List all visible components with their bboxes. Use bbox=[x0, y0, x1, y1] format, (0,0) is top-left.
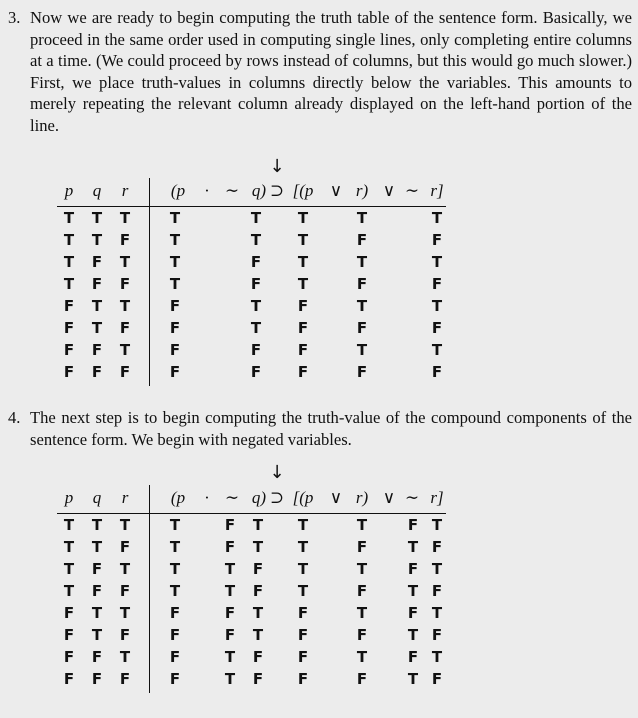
truth-value-cell: F bbox=[297, 297, 309, 315]
truth-value-cell: T bbox=[119, 341, 131, 359]
header-wedge-1: ∨ bbox=[329, 488, 343, 507]
truth-value-cell: T bbox=[407, 670, 419, 688]
truth-value-cell: T bbox=[297, 516, 309, 534]
header-q: q bbox=[92, 181, 102, 200]
truth-value-cell: F bbox=[356, 231, 368, 249]
truth-value-cell: T bbox=[297, 209, 309, 227]
truth-value-cell: F bbox=[224, 604, 236, 622]
truth-value-cell: F bbox=[119, 538, 131, 556]
truth-value-cell: T bbox=[119, 648, 131, 666]
truth-value-cell: F bbox=[297, 670, 309, 688]
truth-value-cell: F bbox=[431, 582, 443, 600]
truth-value-cell: T bbox=[63, 209, 75, 227]
truth-value-cell: T bbox=[356, 604, 368, 622]
truth-value-cell: T bbox=[431, 341, 443, 359]
truth-value-cell: T bbox=[431, 297, 443, 315]
truth-value-cell: F bbox=[63, 297, 75, 315]
truth-value-cell: T bbox=[297, 582, 309, 600]
truth-value-cell: F bbox=[356, 319, 368, 337]
header-negation-2: ∼ bbox=[404, 488, 420, 507]
header-open-p: (p bbox=[170, 488, 186, 507]
truth-value-cell: T bbox=[224, 648, 236, 666]
header-wedge-2: ∨ bbox=[382, 488, 396, 507]
header-open-bracket-p: [(p bbox=[292, 181, 314, 200]
header-open-bracket-p: [(p bbox=[292, 488, 314, 507]
truth-value-cell: T bbox=[91, 297, 103, 315]
truth-value-cell: F bbox=[407, 516, 419, 534]
truth-value-cell: T bbox=[297, 231, 309, 249]
truth-value-cell: F bbox=[297, 319, 309, 337]
step-number: 4. bbox=[8, 408, 21, 427]
truth-value-cell: T bbox=[63, 538, 75, 556]
truth-value-cell: T bbox=[224, 582, 236, 600]
truth-value-cell: T bbox=[356, 560, 368, 578]
truth-value-cell: F bbox=[169, 341, 181, 359]
truth-value-cell: F bbox=[169, 626, 181, 644]
truth-value-cell: T bbox=[119, 209, 131, 227]
step-3-paragraph bbox=[8, 7, 632, 137]
truth-value-cell: F bbox=[119, 582, 131, 600]
header-r: r bbox=[121, 181, 129, 200]
truth-value-cell: T bbox=[224, 560, 236, 578]
truth-value-cell: F bbox=[297, 341, 309, 359]
truth-value-cell: F bbox=[356, 363, 368, 381]
truth-value-cell: T bbox=[119, 560, 131, 578]
truth-value-cell: T bbox=[250, 231, 262, 249]
truth-value-cell: F bbox=[119, 231, 131, 249]
truth-value-cell: F bbox=[119, 670, 131, 688]
truth-value-cell: T bbox=[63, 582, 75, 600]
step-number: 3. bbox=[8, 8, 21, 27]
truth-value-cell: T bbox=[119, 604, 131, 622]
truth-value-cell: F bbox=[250, 363, 262, 381]
truth-value-cell: T bbox=[169, 253, 181, 271]
truth-value-cell: T bbox=[252, 604, 264, 622]
truth-value-cell: T bbox=[63, 231, 75, 249]
truth-value-cell: F bbox=[63, 626, 75, 644]
truth-value-cell: T bbox=[169, 538, 181, 556]
truth-value-cell: T bbox=[63, 560, 75, 578]
header-r: r bbox=[121, 488, 129, 507]
truth-value-cell: F bbox=[252, 582, 264, 600]
step-text: Now we are ready to begin computing the truth table of the sentence form. Basically, we proceed in the same order used in computing single lines, only completing entire columns at a time. (We could proceed by rows instead of columns, but this would go much slower.) First, we place truth-values in columns directly below the variables. This amounts to merely repeating the relevant column already displayed on the left-hand portion of the line. bbox=[30, 8, 632, 135]
header-wedge-1: ∨ bbox=[329, 181, 343, 200]
truth-value-cell: T bbox=[407, 626, 419, 644]
truth-value-cell: T bbox=[356, 341, 368, 359]
truth-value-cell: F bbox=[297, 648, 309, 666]
truth-value-cell: F bbox=[431, 319, 443, 337]
truth-value-cell: T bbox=[169, 231, 181, 249]
truth-value-cell: F bbox=[250, 275, 262, 293]
truth-value-cell: T bbox=[356, 516, 368, 534]
truth-value-cell: T bbox=[169, 516, 181, 534]
header-p: p bbox=[64, 181, 74, 200]
header-r-close: r) bbox=[355, 181, 369, 200]
header-q: q bbox=[92, 488, 102, 507]
truth-value-cell: F bbox=[431, 231, 443, 249]
truth-value-cell: T bbox=[356, 297, 368, 315]
truth-value-cell: T bbox=[407, 582, 419, 600]
header-r-bracket: r] bbox=[430, 181, 444, 200]
truth-value-cell: F bbox=[356, 626, 368, 644]
truth-value-cell: F bbox=[250, 341, 262, 359]
truth-value-cell: F bbox=[407, 560, 419, 578]
truth-value-cell: F bbox=[169, 319, 181, 337]
truth-value-cell: F bbox=[91, 275, 103, 293]
header-r-close: r) bbox=[355, 488, 369, 507]
truth-value-cell: F bbox=[169, 363, 181, 381]
header-q-close: q) bbox=[251, 181, 267, 200]
truth-value-cell: F bbox=[91, 363, 103, 381]
truth-value-cell: F bbox=[224, 538, 236, 556]
truth-value-cell: F bbox=[356, 275, 368, 293]
header-wedge-2: ∨ bbox=[382, 181, 396, 200]
truth-value-cell: T bbox=[91, 538, 103, 556]
truth-value-cell: F bbox=[431, 275, 443, 293]
truth-value-cell: T bbox=[252, 538, 264, 556]
column-divider bbox=[149, 178, 150, 386]
column-divider bbox=[149, 485, 150, 693]
truth-value-cell: F bbox=[91, 253, 103, 271]
truth-value-cell: F bbox=[169, 670, 181, 688]
truth-value-cell: F bbox=[431, 538, 443, 556]
truth-value-cell: T bbox=[91, 626, 103, 644]
truth-value-cell: F bbox=[63, 604, 75, 622]
truth-value-cell: F bbox=[224, 516, 236, 534]
truth-value-cell: F bbox=[119, 319, 131, 337]
header-horseshoe: ⊃ bbox=[269, 181, 285, 200]
truth-value-cell: F bbox=[91, 582, 103, 600]
truth-value-cell: T bbox=[91, 604, 103, 622]
truth-value-cell: F bbox=[224, 626, 236, 644]
truth-value-cell: T bbox=[431, 253, 443, 271]
truth-value-cell: T bbox=[250, 297, 262, 315]
step-text: The next step is to begin computing the truth-value of the compound components of the sentence form. We begin with negated variables. bbox=[30, 408, 632, 449]
truth-value-cell: F bbox=[119, 275, 131, 293]
truth-value-cell: T bbox=[407, 538, 419, 556]
truth-value-cell: T bbox=[431, 604, 443, 622]
truth-value-cell: F bbox=[63, 363, 75, 381]
truth-value-cell: F bbox=[250, 253, 262, 271]
header-r-bracket: r] bbox=[430, 488, 444, 507]
truth-value-cell: T bbox=[91, 516, 103, 534]
main-connective-arrow: ↓ bbox=[269, 462, 285, 483]
truth-value-cell: T bbox=[431, 560, 443, 578]
truth-value-cell: T bbox=[63, 516, 75, 534]
truth-value-cell: F bbox=[63, 670, 75, 688]
truth-value-cell: T bbox=[356, 253, 368, 271]
truth-value-cell: T bbox=[297, 538, 309, 556]
truth-value-cell: F bbox=[252, 648, 264, 666]
truth-value-cell: F bbox=[356, 670, 368, 688]
header-negation: ∼ bbox=[224, 488, 240, 507]
truth-value-cell: T bbox=[356, 209, 368, 227]
truth-value-cell: T bbox=[356, 648, 368, 666]
truth-value-cell: T bbox=[297, 275, 309, 293]
truth-value-cell: F bbox=[431, 363, 443, 381]
truth-value-cell: T bbox=[169, 582, 181, 600]
truth-value-cell: T bbox=[169, 209, 181, 227]
truth-value-cell: F bbox=[119, 626, 131, 644]
truth-value-cell: F bbox=[431, 670, 443, 688]
truth-value-cell: T bbox=[252, 516, 264, 534]
truth-value-cell: F bbox=[407, 648, 419, 666]
truth-table-2 bbox=[0, 460, 638, 700]
truth-value-cell: T bbox=[169, 560, 181, 578]
truth-value-cell: F bbox=[169, 297, 181, 315]
truth-value-cell: F bbox=[431, 626, 443, 644]
truth-value-cell: F bbox=[356, 582, 368, 600]
header-horseshoe: ⊃ bbox=[269, 488, 285, 507]
main-connective-arrow: ↓ bbox=[269, 156, 285, 177]
truth-value-cell: T bbox=[63, 275, 75, 293]
truth-value-cell: T bbox=[297, 560, 309, 578]
truth-value-cell: F bbox=[169, 604, 181, 622]
truth-value-cell: T bbox=[250, 209, 262, 227]
header-open-p: (p bbox=[170, 181, 186, 200]
header-negation-2: ∼ bbox=[404, 181, 420, 200]
truth-value-cell: F bbox=[297, 363, 309, 381]
truth-value-cell: T bbox=[91, 231, 103, 249]
truth-value-cell: F bbox=[63, 648, 75, 666]
truth-value-cell: T bbox=[297, 253, 309, 271]
truth-value-cell: T bbox=[250, 319, 262, 337]
truth-value-cell: T bbox=[119, 516, 131, 534]
truth-value-cell: F bbox=[119, 363, 131, 381]
truth-table-1 bbox=[0, 152, 638, 392]
truth-value-cell: T bbox=[431, 648, 443, 666]
truth-value-cell: T bbox=[252, 626, 264, 644]
truth-value-cell: T bbox=[224, 670, 236, 688]
truth-value-cell: T bbox=[119, 297, 131, 315]
header-rule bbox=[57, 513, 446, 514]
truth-value-cell: F bbox=[407, 604, 419, 622]
header-dot: · bbox=[204, 488, 210, 507]
header-rule bbox=[57, 206, 446, 207]
truth-value-cell: T bbox=[63, 253, 75, 271]
truth-value-cell: T bbox=[119, 253, 131, 271]
truth-value-cell: F bbox=[252, 670, 264, 688]
step-4-paragraph bbox=[8, 407, 632, 450]
truth-value-cell: F bbox=[91, 670, 103, 688]
truth-value-cell: T bbox=[91, 209, 103, 227]
truth-value-cell: F bbox=[91, 560, 103, 578]
truth-value-cell: T bbox=[431, 209, 443, 227]
header-negation: ∼ bbox=[224, 181, 240, 200]
header-q-close: q) bbox=[251, 488, 267, 507]
truth-value-cell: F bbox=[91, 648, 103, 666]
truth-value-cell: F bbox=[63, 319, 75, 337]
truth-value-cell: F bbox=[297, 626, 309, 644]
truth-value-cell: F bbox=[63, 341, 75, 359]
header-dot: · bbox=[204, 181, 210, 200]
truth-value-cell: F bbox=[297, 604, 309, 622]
truth-value-cell: T bbox=[91, 319, 103, 337]
truth-value-cell: F bbox=[91, 341, 103, 359]
truth-value-cell: T bbox=[431, 516, 443, 534]
truth-value-cell: F bbox=[356, 538, 368, 556]
header-p: p bbox=[64, 488, 74, 507]
truth-value-cell: F bbox=[169, 648, 181, 666]
truth-value-cell: F bbox=[252, 560, 264, 578]
truth-value-cell: T bbox=[169, 275, 181, 293]
